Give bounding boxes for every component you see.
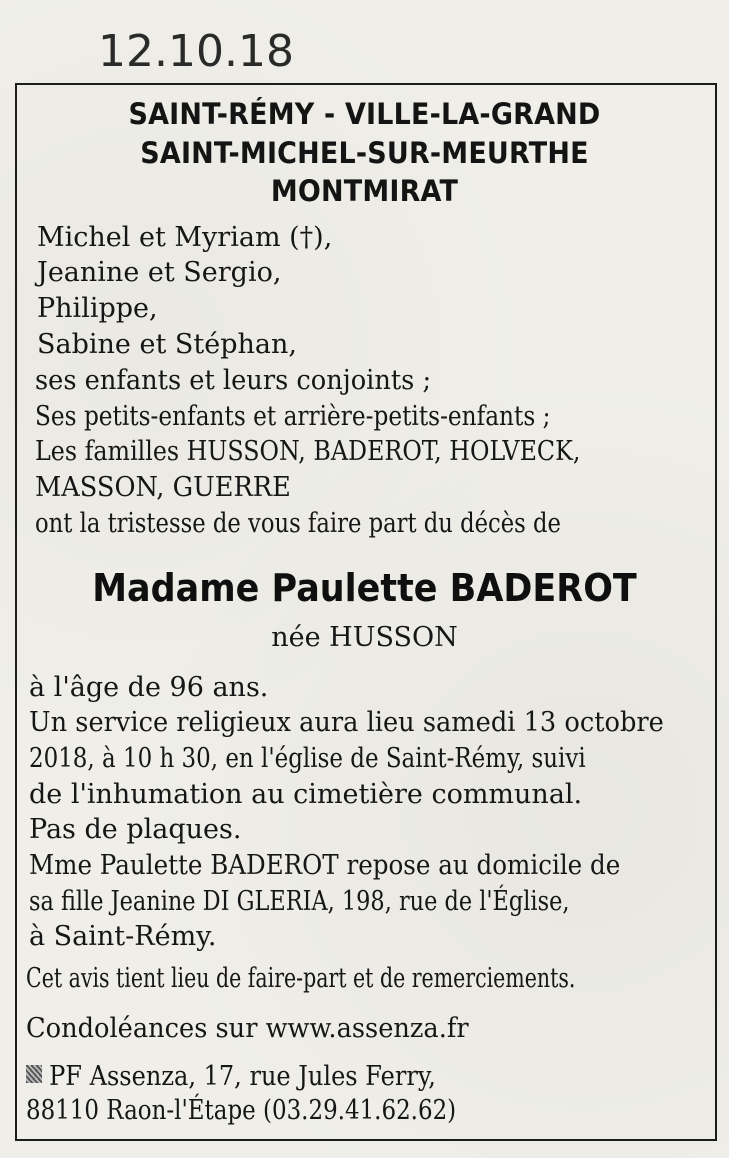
family-line: Jeanine et Sergio,: [37, 257, 282, 288]
funeral-home-line-2: 88110 Raon-l'Étape (03.29.41.62.62): [26, 1095, 457, 1126]
details-line: à l'âge de 96 ans.: [29, 672, 269, 703]
notice-line: Cet avis tient lieu de faire-part et de remerciements.: [26, 963, 576, 994]
family-line: ont la tristesse de vous faire part du décès de: [35, 508, 561, 539]
details-line: de l'inhumation au cimetière communal.: [29, 779, 583, 810]
details-line: Un service religieux aura lieu samedi 13 octobre: [29, 707, 664, 738]
location-line-2: SAINT-MICHEL-SUR-MEURTHE: [140, 136, 589, 170]
family-line: MASSON, GUERRE: [35, 472, 291, 503]
family-line: Philippe,: [37, 293, 158, 324]
condolences-line: Condoléances sur www.assenza.fr: [26, 1013, 469, 1044]
details-line: Mme Paulette BADEROT repose au domicile de: [29, 850, 621, 881]
details-line: Pas de plaques.: [29, 814, 242, 845]
family-line: Michel et Myriam (†),: [37, 222, 333, 253]
svg-text:12.10.18: 12.10.18: [98, 26, 294, 77]
funeral-home-address: PF Assenza, 17, rue Jules Ferry,: [49, 1061, 436, 1092]
family-line: ses enfants et leurs conjoints ;: [35, 365, 432, 396]
family-line: Ses petits-enfants et arrière-petits-enfants ;: [35, 401, 551, 432]
handwritten-date: [98, 18, 398, 80]
location-line-3: MONTMIRAT: [270, 174, 459, 208]
location-line-1: SAINT-RÉMY - VILLE-LA-GRAND: [128, 97, 601, 131]
details-line: sa fille Jeanine DI GLERIA, 198, rue de l'Église,: [29, 886, 570, 917]
maiden-name: née HUSSON: [271, 622, 458, 653]
details-line: à Saint-Rémy.: [29, 921, 217, 952]
funeral-home-line-1: [26, 1061, 436, 1092]
family-line: Sabine et Stéphan,: [37, 329, 297, 360]
deceased-name: Madame Paulette BADEROT: [92, 566, 637, 610]
funeral-home-logo-icon: [26, 1065, 42, 1083]
family-line: Les familles HUSSON, BADEROT, HOLVECK,: [35, 436, 581, 467]
details-line: 2018, à 10 h 30, en l'église de Saint-Rémy, suivi: [29, 743, 586, 774]
